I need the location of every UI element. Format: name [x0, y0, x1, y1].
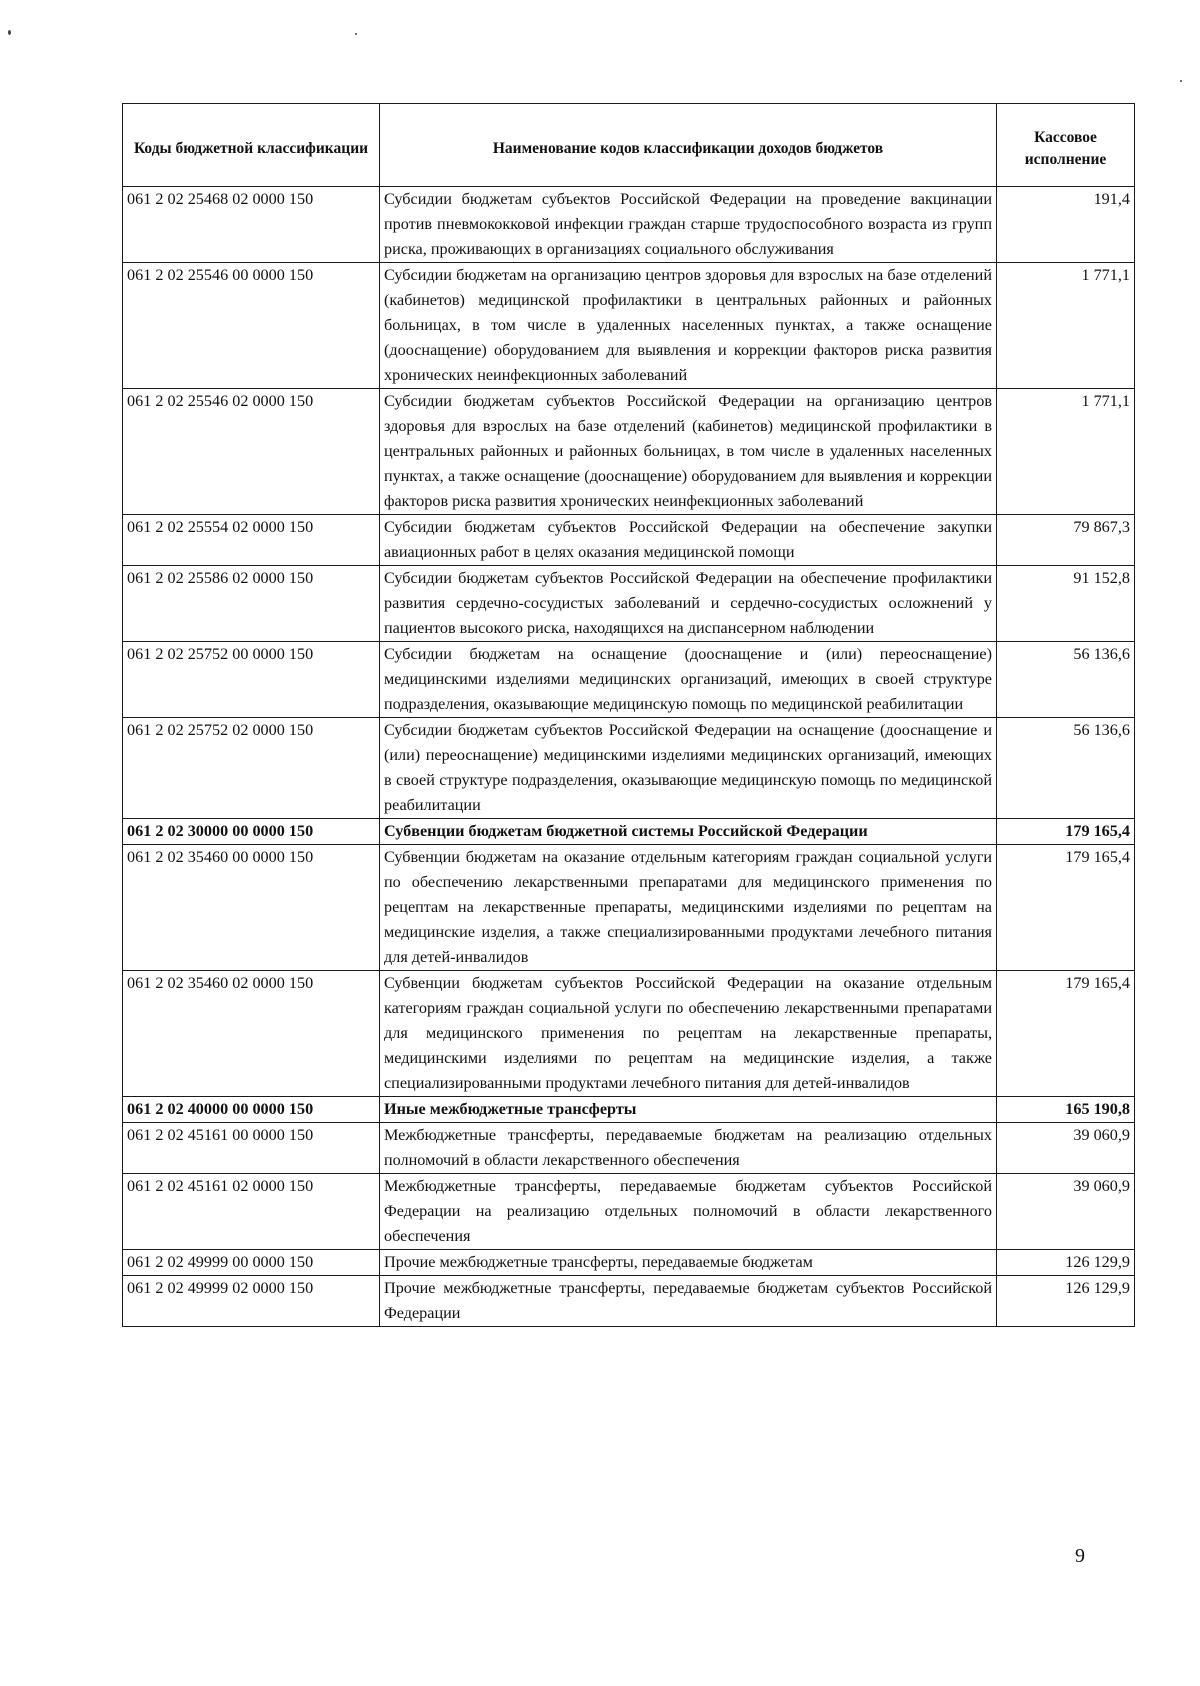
row-amount: 165 190,8 [997, 1097, 1135, 1123]
table-row-section-total [123, 819, 1135, 845]
row-amount: 126 129,9 [997, 1250, 1135, 1276]
table-row-section-total [123, 1097, 1135, 1123]
table-row [123, 515, 1135, 566]
header-name: Наименование кодов классификации доходов бюджетов [380, 104, 997, 187]
scan-speck [8, 30, 11, 35]
row-code: 061 2 02 35460 02 0000 150 [123, 971, 380, 1097]
row-amount: 179 165,4 [997, 971, 1135, 1097]
row-name: Субсидии бюджетам субъектов Российской Федерации на организацию центров здоровья для взрослых на базе отделений (кабинетов) медицинской профилактики в центральных районных и районных больницах, в том числе в удаленных населенных пунктах, а также оснащение (дооснащение) оборудованием для выявления и коррекции факторов риска развития хронических неинфекционных заболеваний [380, 389, 997, 515]
row-amount: 56 136,6 [997, 718, 1135, 819]
row-name: Субсидии бюджетам субъектов Российской Федерации на обеспечение закупки авиационных работ в целях оказания медицинской помощи [380, 515, 997, 566]
header-amount: Кассовое исполнение [997, 104, 1135, 187]
row-code: 061 2 02 49999 02 0000 150 [123, 1276, 380, 1327]
budget-income-table [122, 103, 1135, 1327]
table-row [123, 642, 1135, 718]
table-row [123, 1276, 1135, 1327]
row-code: 061 2 02 25752 02 0000 150 [123, 718, 380, 819]
row-code: 061 2 02 30000 00 0000 150 [123, 819, 380, 845]
row-code: 061 2 02 40000 00 0000 150 [123, 1097, 380, 1123]
row-name: Межбюджетные трансферты, передаваемые бюджетам субъектов Российской Федерации на реализацию отдельных полномочий в области лекарственного обеспечения [380, 1174, 997, 1250]
row-name: Прочие межбюджетные трансферты, передаваемые бюджетам [380, 1250, 997, 1276]
table-row [123, 1174, 1135, 1250]
row-name: Субсидии бюджетам на оснащение (дооснащение и (или) переоснащение) медицинскими изделиями медицинских организаций, имеющих в своей структуре подразделения, оказывающие медицинскую помощь по медицинской реабилитации [380, 642, 997, 718]
row-name: Прочие межбюджетные трансферты, передаваемые бюджетам субъектов Российской Федерации [380, 1276, 997, 1327]
table-row [123, 1123, 1135, 1174]
header-code: Коды бюджетной классификации [123, 104, 380, 187]
row-name: Субсидии бюджетам на организацию центров здоровья для взрослых на базе отделений (кабинетов) медицинской профилактики в центральных районных и районных больницах, в том числе в удаленных населенных пунктах, а также оснащение (дооснащение) оборудованием для выявления и коррекции факторов риска развития хронических неинфекционных заболеваний [380, 263, 997, 389]
row-amount: 56 136,6 [997, 642, 1135, 718]
table-row [123, 1250, 1135, 1276]
row-name: Субвенции бюджетам субъектов Российской Федерации на оказание отдельным категориям граждан социальной услуги по обеспечению лекарственными препаратами для медицинского применения по рецептам на лекарственные препараты, медицинскими изделиями по рецептам на медицинские изделия, а также специализированными продуктами лечебного питания для детей-инвалидов [380, 971, 997, 1097]
row-amount: 91 152,8 [997, 566, 1135, 642]
table-row [123, 971, 1135, 1097]
scan-speck [1180, 80, 1182, 82]
row-amount: 79 867,3 [997, 515, 1135, 566]
page-number: 9 [1075, 1545, 1085, 1567]
row-code: 061 2 02 25546 00 0000 150 [123, 263, 380, 389]
table-row [123, 263, 1135, 389]
table-row [123, 566, 1135, 642]
row-code: 061 2 02 25554 02 0000 150 [123, 515, 380, 566]
table-row [123, 187, 1135, 263]
table-header-row [123, 104, 1135, 187]
table-row [123, 845, 1135, 971]
row-name: Межбюджетные трансферты, передаваемые бюджетам на реализацию отдельных полномочий в области лекарственного обеспечения [380, 1123, 997, 1174]
row-name: Субвенции бюджетам на оказание отдельным категориям граждан социальной услуги по обеспечению лекарственными препаратами для медицинского применения по рецептам на лекарственные препараты, медицинскими изделиями по рецептам на медицинские изделия, а также специализированными продуктами лечебного питания для детей-инвалидов [380, 845, 997, 971]
row-code: 061 2 02 45161 02 0000 150 [123, 1174, 380, 1250]
table-row [123, 718, 1135, 819]
row-code: 061 2 02 25586 02 0000 150 [123, 566, 380, 642]
row-amount: 191,4 [997, 187, 1135, 263]
row-code: 061 2 02 25752 00 0000 150 [123, 642, 380, 718]
row-code: 061 2 02 49999 00 0000 150 [123, 1250, 380, 1276]
row-amount: 1 771,1 [997, 389, 1135, 515]
row-amount: 1 771,1 [997, 263, 1135, 389]
scan-speck [355, 33, 357, 35]
row-amount: 126 129,9 [997, 1276, 1135, 1327]
row-name: Субвенции бюджетам бюджетной системы Российской Федерации [380, 819, 997, 845]
row-name: Иные межбюджетные трансферты [380, 1097, 997, 1123]
row-amount: 39 060,9 [997, 1174, 1135, 1250]
row-name: Субсидии бюджетам субъектов Российской Федерации на проведение вакцинации против пневмококковой инфекции граждан старше трудоспособного возраста из групп риска, проживающих в организациях социального обслуживания [380, 187, 997, 263]
row-name: Субсидии бюджетам субъектов Российской Федерации на оснащение (дооснащение и (или) переоснащение) медицинскими изделиями медицинских организаций, имеющих в своей структуре подразделения, оказывающие медицинскую помощь по медицинской реабилитации [380, 718, 997, 819]
row-name: Субсидии бюджетам субъектов Российской Федерации на обеспечение профилактики развития сердечно-сосудистых заболеваний и сердечно-сосудистых осложнений у пациентов высокого риска, находящихся на диспансерном наблюдении [380, 566, 997, 642]
table-row [123, 389, 1135, 515]
row-amount: 39 060,9 [997, 1123, 1135, 1174]
row-code: 061 2 02 25468 02 0000 150 [123, 187, 380, 263]
row-code: 061 2 02 45161 00 0000 150 [123, 1123, 380, 1174]
row-amount: 179 165,4 [997, 845, 1135, 971]
row-code: 061 2 02 35460 00 0000 150 [123, 845, 380, 971]
row-code: 061 2 02 25546 02 0000 150 [123, 389, 380, 515]
row-amount: 179 165,4 [997, 819, 1135, 845]
